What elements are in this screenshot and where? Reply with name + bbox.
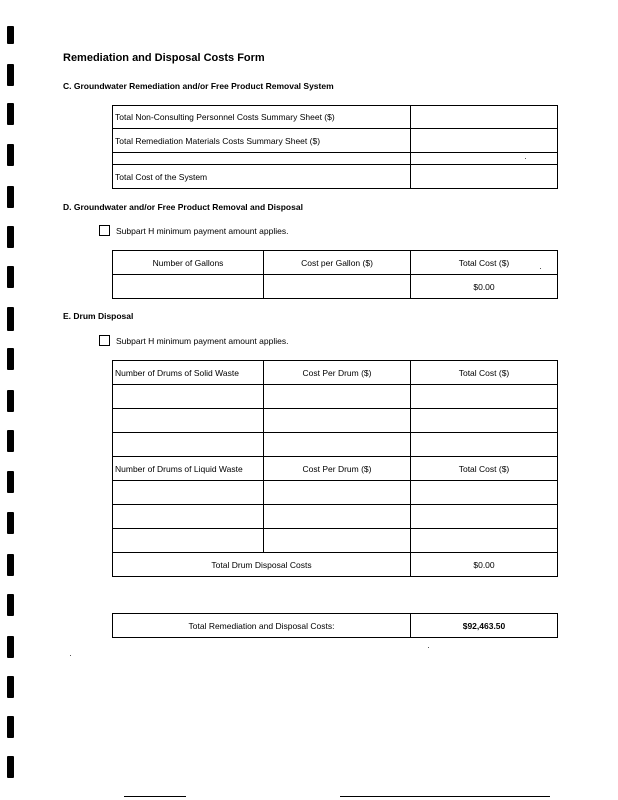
drum-disposal-table [112, 360, 558, 577]
column-header: Total Cost ($) [411, 251, 558, 275]
form-title: Remediation and Disposal Costs Form [63, 52, 265, 64]
scan-speck [428, 647, 429, 648]
signature-line [124, 796, 186, 797]
binder-mark [7, 348, 14, 370]
input-cell[interactable] [264, 409, 411, 433]
binder-mark [7, 636, 14, 658]
value-cell[interactable] [411, 165, 558, 189]
table-row [113, 433, 558, 457]
checkbox-label: Subpart H minimum payment amount applies. [116, 225, 289, 236]
table-row [113, 385, 558, 409]
binder-mark [7, 512, 14, 534]
binder-mark [7, 226, 14, 248]
scan-speck [70, 655, 71, 656]
binder-mark [7, 64, 14, 86]
grand-total-label: Total Remediation and Disposal Costs: [113, 614, 411, 638]
binder-mark [7, 554, 14, 576]
section-c-heading: C. Groundwater Remediation and/or Free Product Removal System [63, 81, 334, 91]
table-header-row [113, 251, 558, 275]
column-header: Cost Per Drum ($) [264, 457, 411, 481]
section-d-heading: D. Groundwater and/or Free Product Removal and Disposal [63, 202, 303, 212]
input-cell[interactable] [411, 505, 558, 529]
scan-speck [525, 158, 526, 159]
input-cell[interactable] [411, 385, 558, 409]
input-cell[interactable] [411, 409, 558, 433]
column-header: Number of Gallons [113, 251, 264, 275]
value-cell[interactable] [411, 106, 558, 129]
column-header: Number of Drums of Solid Waste [113, 361, 264, 385]
binder-mark [7, 594, 14, 616]
input-cell[interactable] [113, 433, 264, 457]
section-c-table [112, 105, 558, 189]
input-cell[interactable] [411, 481, 558, 505]
input-cell[interactable] [264, 505, 411, 529]
input-cell[interactable] [113, 385, 264, 409]
grand-total-value: $92,463.50 [411, 614, 558, 638]
table-header-row [113, 361, 558, 385]
binder-mark [7, 716, 14, 738]
gallons-cell[interactable] [113, 275, 264, 299]
section-d-checkbox-row[interactable] [99, 225, 288, 236]
binder-mark [7, 266, 14, 288]
row-label: Total Remediation Materials Costs Summary Sheet ($) [113, 129, 411, 153]
checkbox-label: Subpart H minimum payment amount applies. [116, 335, 289, 346]
value-cell[interactable] [411, 153, 558, 165]
table-row [113, 529, 558, 553]
input-cell[interactable] [113, 481, 264, 505]
drum-total-label: Total Drum Disposal Costs [113, 553, 411, 577]
input-cell[interactable] [264, 385, 411, 409]
binder-mark [7, 26, 14, 44]
cost-per-gallon-cell[interactable] [264, 275, 411, 299]
table-row [113, 106, 558, 129]
binder-mark [7, 430, 14, 452]
subpart-h-checkbox[interactable] [99, 335, 110, 346]
table-header-row [113, 457, 558, 481]
input-cell[interactable] [264, 433, 411, 457]
table-row [113, 409, 558, 433]
binder-mark [7, 144, 14, 166]
total-cost-cell: $0.00 [411, 275, 558, 299]
value-cell[interactable] [411, 129, 558, 153]
column-header: Total Cost ($) [411, 361, 558, 385]
table-row [113, 165, 558, 189]
section-e-checkbox-row[interactable] [99, 335, 288, 346]
grand-total-table [112, 613, 558, 638]
drum-total-value: $0.00 [411, 553, 558, 577]
row-label: Total Non-Consulting Personnel Costs Summary Sheet ($) [113, 106, 411, 129]
binder-mark [7, 307, 14, 331]
table-row [113, 129, 558, 153]
binder-mark [7, 676, 14, 698]
column-header: Cost per Gallon ($) [264, 251, 411, 275]
table-row [113, 153, 558, 165]
binder-mark [7, 471, 14, 493]
table-row [113, 505, 558, 529]
total-row [113, 553, 558, 577]
input-cell[interactable] [113, 529, 264, 553]
section-e-heading: E. Drum Disposal [63, 311, 134, 321]
input-cell[interactable] [411, 433, 558, 457]
input-cell[interactable] [411, 529, 558, 553]
section-d-table [112, 250, 558, 299]
binder-mark [7, 390, 14, 412]
table-row [113, 614, 558, 638]
column-header: Total Cost ($) [411, 457, 558, 481]
column-header: Number of Drums of Liquid Waste [113, 457, 264, 481]
input-cell[interactable] [264, 481, 411, 505]
table-row [113, 275, 558, 299]
column-header: Cost Per Drum ($) [264, 361, 411, 385]
row-label: Total Cost of the System [113, 165, 411, 189]
binder-mark [7, 103, 14, 125]
row-label [113, 153, 411, 165]
scan-speck [540, 268, 541, 269]
date-line [340, 796, 550, 797]
binder-mark [7, 186, 14, 208]
input-cell[interactable] [113, 409, 264, 433]
table-row [113, 481, 558, 505]
subpart-h-checkbox[interactable] [99, 225, 110, 236]
input-cell[interactable] [113, 505, 264, 529]
input-cell[interactable] [264, 529, 411, 553]
binder-mark [7, 756, 14, 778]
